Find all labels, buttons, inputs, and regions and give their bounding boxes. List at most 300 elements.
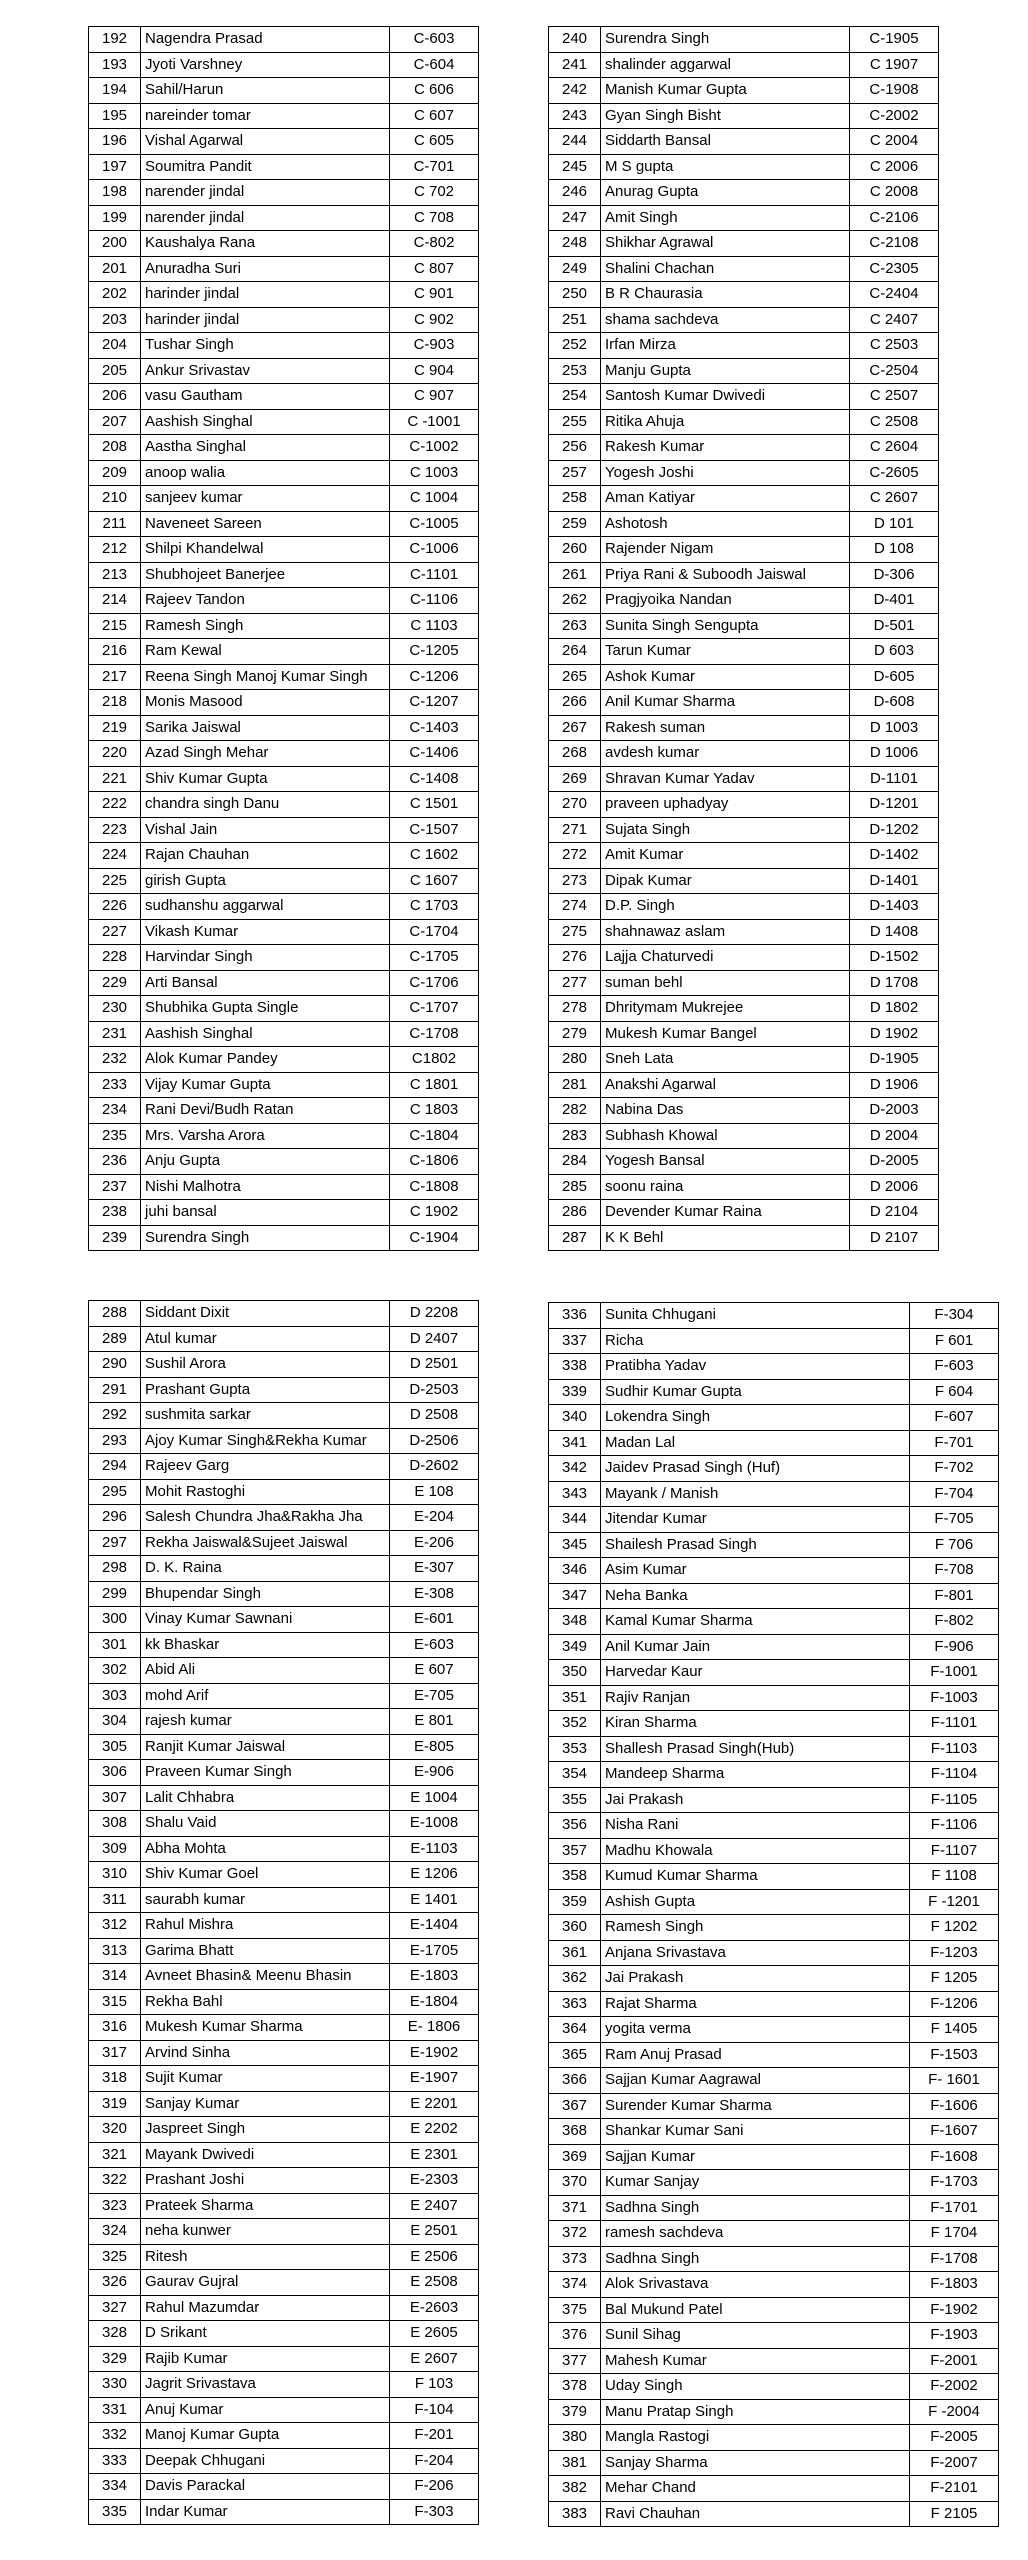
serial-number-cell: 206 (89, 384, 141, 410)
table-row (89, 1301, 479, 1327)
serial-number-cell: 313 (89, 1938, 141, 1964)
serial-number-cell: 267 (549, 715, 601, 741)
flat-number-cell: F-801 (910, 1583, 999, 1609)
flat-number-cell: D 1708 (850, 970, 939, 996)
serial-number-cell: 215 (89, 613, 141, 639)
member-name-cell: mohd Arif (141, 1683, 390, 1709)
serial-number-cell: 355 (549, 1787, 601, 1813)
table-row (549, 1864, 999, 1890)
table-row (549, 1072, 939, 1098)
flat-number-cell: C-1908 (850, 78, 939, 104)
table-row (549, 1200, 939, 1226)
member-name-cell: Mohit Rastoghi (141, 1479, 390, 1505)
flat-number-cell: F-802 (910, 1609, 999, 1635)
table-row (549, 231, 939, 257)
serial-number-cell: 259 (549, 511, 601, 537)
table-row (89, 460, 479, 486)
table-row (89, 2270, 479, 2296)
member-name-cell: Sajjan Kumar (601, 2144, 910, 2170)
serial-number-cell: 302 (89, 1658, 141, 1684)
table-row (549, 639, 939, 665)
flat-number-cell: C-1808 (390, 1174, 479, 1200)
flat-number-cell: C-2305 (850, 256, 939, 282)
serial-number-cell: 218 (89, 690, 141, 716)
serial-number-cell: 239 (89, 1225, 141, 1251)
flat-number-cell: D-1401 (850, 868, 939, 894)
member-name-cell: Santosh Kumar Dwivedi (601, 384, 850, 410)
member-name-cell: Prashant Joshi (141, 2168, 390, 2194)
flat-number-cell: F 2105 (910, 2501, 999, 2527)
flat-number-cell: C-1507 (390, 817, 479, 843)
flat-number-cell: F-1608 (910, 2144, 999, 2170)
table-row (549, 766, 939, 792)
table-row (89, 1887, 479, 1913)
member-name-cell: Anuradha Suri (141, 256, 390, 282)
serial-number-cell: 299 (89, 1581, 141, 1607)
table-row (89, 52, 479, 78)
table-row (89, 256, 479, 282)
serial-number-cell: 323 (89, 2193, 141, 2219)
member-name-cell: Abid Ali (141, 1658, 390, 1684)
table-row (549, 588, 939, 614)
flat-number-cell: E-1907 (390, 2066, 479, 2092)
member-name-cell: Rajib Kumar (141, 2346, 390, 2372)
serial-number-cell: 221 (89, 766, 141, 792)
serial-number-cell: 328 (89, 2321, 141, 2347)
serial-number-cell: 380 (549, 2425, 601, 2451)
serial-number-cell: 383 (549, 2501, 601, 2527)
member-name-cell: vasu Gautham (141, 384, 390, 410)
serial-number-cell: 288 (89, 1301, 141, 1327)
flat-number-cell: C 605 (390, 129, 479, 155)
flat-number-cell: C-802 (390, 231, 479, 257)
table-row (549, 52, 939, 78)
serial-number-cell: 261 (549, 562, 601, 588)
member-name-cell: Shubhojeet Banerjee (141, 562, 390, 588)
flat-number-cell: D-1201 (850, 792, 939, 818)
flat-number-cell: F-702 (910, 1456, 999, 1482)
serial-number-cell: 242 (549, 78, 601, 104)
table-row (89, 1607, 479, 1633)
serial-number-cell: 372 (549, 2221, 601, 2247)
flat-number-cell: F-1206 (910, 1991, 999, 2017)
flat-number-cell: C 907 (390, 384, 479, 410)
member-name-cell: Arti Bansal (141, 970, 390, 996)
member-name-cell: Asim Kumar (601, 1558, 910, 1584)
table-row (549, 1174, 939, 1200)
table-row (549, 1915, 999, 1941)
flat-number-cell: C-1101 (390, 562, 479, 588)
member-name-cell: harinder jindal (141, 282, 390, 308)
flat-number-cell: E 2605 (390, 2321, 479, 2347)
member-name-cell: Yogesh Bansal (601, 1149, 850, 1175)
table-row (549, 1889, 999, 1915)
table-row (549, 1507, 999, 1533)
flat-number-cell: F 604 (910, 1379, 999, 1405)
table-row (549, 1354, 999, 1380)
member-name-cell: Dipak Kumar (601, 868, 850, 894)
member-name-cell: nareinder tomar (141, 103, 390, 129)
table-row (549, 384, 939, 410)
table-row (89, 2091, 479, 2117)
table-row (89, 1225, 479, 1251)
serial-number-cell: 333 (89, 2448, 141, 2474)
table-row (549, 2323, 999, 2349)
table-row (89, 2066, 479, 2092)
table-row (549, 2017, 999, 2043)
member-name-cell: Sudhir Kumar Gupta (601, 1379, 910, 1405)
table-row (89, 2321, 479, 2347)
table-row (89, 715, 479, 741)
serial-number-cell: 373 (549, 2246, 601, 2272)
member-name-cell: Jitendar Kumar (601, 1507, 910, 1533)
serial-number-cell: 266 (549, 690, 601, 716)
serial-number-cell: 265 (549, 664, 601, 690)
table-row (549, 2221, 999, 2247)
serial-number-cell: 216 (89, 639, 141, 665)
member-name-cell: Anuj Kumar (141, 2397, 390, 2423)
serial-number-cell: 243 (549, 103, 601, 129)
flat-number-cell: F 601 (910, 1328, 999, 1354)
member-name-cell: Sujata Singh (601, 817, 850, 843)
serial-number-cell: 318 (89, 2066, 141, 2092)
member-name-cell: Sushil Arora (141, 1352, 390, 1378)
member-name-cell: Vinay Kumar Sawnani (141, 1607, 390, 1633)
flat-number-cell: F-201 (390, 2423, 479, 2449)
table-row (89, 664, 479, 690)
table-row (89, 2168, 479, 2194)
table-row (549, 1685, 999, 1711)
serial-number-cell: 279 (549, 1021, 601, 1047)
flat-number-cell: C-1207 (390, 690, 479, 716)
member-name-cell: saurabh kumar (141, 1887, 390, 1913)
table-row (89, 1200, 479, 1226)
serial-number-cell: 203 (89, 307, 141, 333)
flat-number-cell: F-2005 (910, 2425, 999, 2451)
serial-number-cell: 226 (89, 894, 141, 920)
table-row (549, 996, 939, 1022)
table-row (89, 1913, 479, 1939)
table-row (89, 205, 479, 231)
serial-number-cell: 337 (549, 1328, 601, 1354)
flat-number-cell: E-1008 (390, 1811, 479, 1837)
serial-number-cell: 287 (549, 1225, 601, 1251)
serial-number-cell: 247 (549, 205, 601, 231)
member-name-cell: Bhupendar Singh (141, 1581, 390, 1607)
flat-number-cell: F-303 (390, 2499, 479, 2525)
flat-number-cell: C-1205 (390, 639, 479, 665)
serial-number-cell: 324 (89, 2219, 141, 2245)
member-name-cell: Rakesh suman (601, 715, 850, 741)
member-name-cell: Anakshi Agarwal (601, 1072, 850, 1098)
serial-number-cell: 280 (549, 1047, 601, 1073)
table-row (549, 970, 939, 996)
serial-number-cell: 208 (89, 435, 141, 461)
flat-number-cell: F 1108 (910, 1864, 999, 1890)
table-row (549, 1838, 999, 1864)
member-name-cell: chandra singh Danu (141, 792, 390, 818)
table-row (89, 307, 479, 333)
member-name-cell: anoop walia (141, 460, 390, 486)
flat-number-cell: C 1801 (390, 1072, 479, 1098)
serial-number-cell: 375 (549, 2297, 601, 2323)
serial-number-cell: 362 (549, 1966, 601, 1992)
table-row (89, 2295, 479, 2321)
serial-number-cell: 204 (89, 333, 141, 359)
table-row (549, 333, 939, 359)
table-row (89, 2372, 479, 2398)
flat-number-cell: C 708 (390, 205, 479, 231)
serial-number-cell: 285 (549, 1174, 601, 1200)
table-row (89, 129, 479, 155)
member-name-cell: Rekha Bahl (141, 1989, 390, 2015)
member-name-cell: Aashish Singhal (141, 1021, 390, 1047)
serial-number-cell: 199 (89, 205, 141, 231)
flat-number-cell: C 1103 (390, 613, 479, 639)
member-name-cell: Alok Srivastava (601, 2272, 910, 2298)
serial-number-cell: 232 (89, 1047, 141, 1073)
flat-number-cell: E 2607 (390, 2346, 479, 2372)
flat-number-cell: E-1404 (390, 1913, 479, 1939)
flat-number-cell: D-2506 (390, 1428, 479, 1454)
serial-number-cell: 354 (549, 1762, 601, 1788)
serial-number-cell: 290 (89, 1352, 141, 1378)
member-name-cell: Sanjay Sharma (601, 2450, 910, 2476)
member-name-cell: Shiv Kumar Goel (141, 1862, 390, 1888)
member-name-cell: Ramesh Singh (141, 613, 390, 639)
table-row (549, 741, 939, 767)
table-row (89, 78, 479, 104)
table-row (89, 1709, 479, 1735)
serial-number-cell: 309 (89, 1836, 141, 1862)
member-name-cell: Jai Prakash (601, 1787, 910, 1813)
flat-number-cell: E 1206 (390, 1862, 479, 1888)
member-name-cell: Azad Singh Mehar (141, 741, 390, 767)
serial-number-cell: 225 (89, 868, 141, 894)
flat-number-cell: F-1104 (910, 1762, 999, 1788)
table-row (89, 1454, 479, 1480)
table-row (549, 2348, 999, 2374)
serial-number-cell: 273 (549, 868, 601, 894)
member-name-cell: Rahul Mishra (141, 1913, 390, 1939)
table-row (549, 460, 939, 486)
member-name-cell: narender jindal (141, 180, 390, 206)
table-row (549, 1379, 999, 1405)
flat-number-cell: E-2603 (390, 2295, 479, 2321)
serial-number-cell: 257 (549, 460, 601, 486)
member-name-cell: Ram Kewal (141, 639, 390, 665)
flat-number-cell: D-1202 (850, 817, 939, 843)
serial-number-cell: 321 (89, 2142, 141, 2168)
member-name-cell: Vishal Agarwal (141, 129, 390, 155)
serial-number-cell: 193 (89, 52, 141, 78)
serial-number-cell: 275 (549, 919, 601, 945)
member-name-cell: Shubhika Gupta Single (141, 996, 390, 1022)
member-name-cell: Sunita Chhugani (601, 1303, 910, 1329)
member-name-cell: Devender Kumar Raina (601, 1200, 850, 1226)
flat-number-cell: F-2001 (910, 2348, 999, 2374)
table-row (549, 2042, 999, 2068)
serial-number-cell: 194 (89, 78, 141, 104)
flat-number-cell: C 702 (390, 180, 479, 206)
serial-number-cell: 251 (549, 307, 601, 333)
member-name-cell: Ram Anuj Prasad (601, 2042, 910, 2068)
member-name-cell: Reena Singh Manoj Kumar Singh (141, 664, 390, 690)
member-name-cell: Madan Lal (601, 1430, 910, 1456)
serial-number-cell: 258 (549, 486, 601, 512)
flat-number-cell: D 2004 (850, 1123, 939, 1149)
serial-number-cell: 348 (549, 1609, 601, 1635)
serial-number-cell: 211 (89, 511, 141, 537)
table-row (89, 1938, 479, 1964)
serial-number-cell: 342 (549, 1456, 601, 1482)
serial-number-cell: 229 (89, 970, 141, 996)
table-row (549, 2374, 999, 2400)
member-name-cell: Prateek Sharma (141, 2193, 390, 2219)
flat-number-cell: D-1403 (850, 894, 939, 920)
member-name-cell: Kiran Sharma (601, 1711, 910, 1737)
member-name-cell: Ritika Ahuja (601, 409, 850, 435)
flat-number-cell: E-1803 (390, 1964, 479, 1990)
serial-number-cell: 359 (549, 1889, 601, 1915)
flat-number-cell: F- 1601 (910, 2068, 999, 2094)
member-name-cell: B R Chaurasia (601, 282, 850, 308)
table-row (89, 27, 479, 53)
table-row (549, 2272, 999, 2298)
member-name-cell: Aashish Singhal (141, 409, 390, 435)
member-name-cell: Jaidev Prasad Singh (Huf) (601, 1456, 910, 1482)
table-row (549, 817, 939, 843)
serial-number-cell: 358 (549, 1864, 601, 1890)
flat-number-cell: C 1003 (390, 460, 479, 486)
flat-number-cell: F-204 (390, 2448, 479, 2474)
flat-number-cell: E-1705 (390, 1938, 479, 1964)
member-name-cell: Rajat Sharma (601, 1991, 910, 2017)
flat-number-cell: F-2002 (910, 2374, 999, 2400)
serial-number-cell: 276 (549, 945, 601, 971)
flat-number-cell: F-2101 (910, 2476, 999, 2502)
member-name-cell: Manish Kumar Gupta (601, 78, 850, 104)
flat-number-cell: F-704 (910, 1481, 999, 1507)
flat-number-cell: F-1203 (910, 1940, 999, 1966)
table-row (89, 2397, 479, 2423)
flat-number-cell: D 2104 (850, 1200, 939, 1226)
table-row (549, 1813, 999, 1839)
member-name-cell: Bal Mukund Patel (601, 2297, 910, 2323)
member-name-cell: kk Bhaskar (141, 1632, 390, 1658)
serial-number-cell: 222 (89, 792, 141, 818)
serial-number-cell: 192 (89, 27, 141, 53)
flat-number-cell: C 904 (390, 358, 479, 384)
table-row (549, 1966, 999, 1992)
table-row (549, 2425, 999, 2451)
flat-number-cell: F 1202 (910, 1915, 999, 1941)
serial-number-cell: 332 (89, 2423, 141, 2449)
member-name-cell: Mukesh Kumar Sharma (141, 2015, 390, 2041)
flat-number-cell: C-2605 (850, 460, 939, 486)
member-name-cell: Nishi Malhotra (141, 1174, 390, 1200)
member-name-cell: Mangla Rastogi (601, 2425, 910, 2451)
table-row (549, 1711, 999, 1737)
table-row (89, 919, 479, 945)
flat-number-cell: E 2201 (390, 2091, 479, 2117)
member-name-cell: Anil Kumar Sharma (601, 690, 850, 716)
flat-number-cell: C-2404 (850, 282, 939, 308)
member-name-cell: K K Behl (601, 1225, 850, 1251)
serial-number-cell: 197 (89, 154, 141, 180)
table-row (549, 154, 939, 180)
serial-number-cell: 316 (89, 2015, 141, 2041)
table-row (549, 1021, 939, 1047)
flat-number-cell: C 1703 (390, 894, 479, 920)
member-name-cell: D.P. Singh (601, 894, 850, 920)
serial-number-cell: 295 (89, 1479, 141, 1505)
flat-number-cell: C 2604 (850, 435, 939, 461)
table-row (89, 970, 479, 996)
member-name-cell: Aastha Singhal (141, 435, 390, 461)
table-row (549, 1149, 939, 1175)
serial-number-cell: 214 (89, 588, 141, 614)
member-name-cell: Pratibha Yadav (601, 1354, 910, 1380)
flat-number-cell: F-1606 (910, 2093, 999, 2119)
member-name-cell: Ritesh (141, 2244, 390, 2270)
flat-number-cell: C-603 (390, 27, 479, 53)
serial-number-cell: 370 (549, 2170, 601, 2196)
serial-number-cell: 377 (549, 2348, 601, 2374)
table-row (89, 1658, 479, 1684)
table-row (89, 1530, 479, 1556)
member-name-cell: shama sachdeva (601, 307, 850, 333)
table-row (89, 843, 479, 869)
table-row (549, 409, 939, 435)
flat-number-cell: E- 1806 (390, 2015, 479, 2041)
member-name-cell: Shikhar Agrawal (601, 231, 850, 257)
flat-number-cell: C-1005 (390, 511, 479, 537)
table-row (549, 1558, 999, 1584)
member-name-cell: Indar Kumar (141, 2499, 390, 2525)
serial-number-cell: 310 (89, 1862, 141, 1888)
flat-number-cell: D-608 (850, 690, 939, 716)
serial-number-cell: 270 (549, 792, 601, 818)
flat-number-cell: E 2506 (390, 2244, 479, 2270)
flat-number-cell: E 801 (390, 1709, 479, 1735)
table-row (89, 1811, 479, 1837)
serial-number-cell: 298 (89, 1556, 141, 1582)
serial-number-cell: 367 (549, 2093, 601, 2119)
table-row (89, 690, 479, 716)
table-row (549, 613, 939, 639)
flat-number-cell: F-1106 (910, 1813, 999, 1839)
flat-number-cell: D-2503 (390, 1377, 479, 1403)
serial-number-cell: 320 (89, 2117, 141, 2143)
table-row (89, 996, 479, 1022)
flat-number-cell: D-2003 (850, 1098, 939, 1124)
serial-number-cell: 331 (89, 2397, 141, 2423)
member-name-cell: avdesh kumar (601, 741, 850, 767)
flat-number-cell: E 2501 (390, 2219, 479, 2245)
table-row (549, 78, 939, 104)
member-name-cell: Sujit Kumar (141, 2066, 390, 2092)
flat-number-cell: D-605 (850, 664, 939, 690)
table-row (89, 1862, 479, 1888)
table-row (89, 384, 479, 410)
table-row (549, 919, 939, 945)
table-row (89, 511, 479, 537)
table-row (89, 2448, 479, 2474)
member-name-cell: Vijay Kumar Gupta (141, 1072, 390, 1098)
flat-number-cell: C 1803 (390, 1098, 479, 1124)
table-row (89, 2474, 479, 2500)
